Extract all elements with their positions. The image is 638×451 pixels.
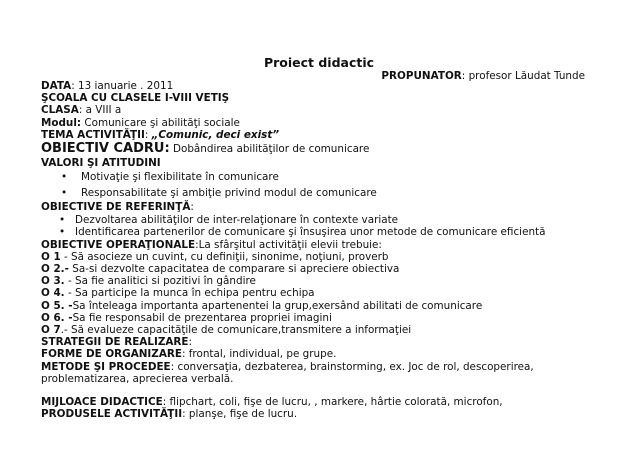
tema-label: TEMA ACTIVITĂŢII [41,128,145,141]
clasa-label: CLASA [41,104,79,117]
modul-line [41,117,601,129]
objective-text: - Să asocieze un cuvint, cu definiţii, sinonime, noţiuni, proverb [60,250,389,263]
metode-label: METODE ŞI PROCEDEE [41,360,171,373]
strategii-label: STRATEGII DE REALIZARE [41,336,189,349]
objective-text: - Sa fie analitici si pozitivi în gândire [64,275,256,288]
mijloace-value: : flipchart, coli, fişe de lucru, , markere, hârtie colorată, microfon, [162,396,503,409]
objective-text: Sa fie responsabil de prezentarea propriei imagini [72,311,332,324]
mijloace-line [41,396,601,408]
list-item: • Responsabilitate şi ambiţie privind modul de comunicare [41,185,601,201]
referinta-heading-line [41,201,601,213]
objective-text: - Sa participe la munca în echipa pentru echipa [64,287,315,300]
strategii-value: : [188,336,193,349]
spacer [41,385,601,396]
metode-line [41,361,601,385]
objective-o1 [41,251,601,263]
mijloace-label: MIJLOACE DIDACTICE [41,396,163,409]
objective-code: O 3. [41,275,65,288]
objective-code: O 4. [41,287,65,300]
tema-sep: : [144,128,152,141]
produsele-value: : planşe, fişe de lucru. [182,408,298,421]
data-value: : 13 ianuarie . 2011 [71,80,174,92]
objective-o6 [41,312,601,324]
referinta-list [41,214,601,239]
produsele-line [41,408,601,420]
modul-label: Modul: [41,116,82,129]
obiectiv-cadru-label: OBIECTIV CADRU: [41,141,170,157]
objective-code: O 2.- [41,263,69,276]
propunator-label: PROPUNATOR [381,70,462,82]
list-item: • Motivaţie şi flexibilitate în comunicare [41,169,601,185]
tema-value: „Comunic, deci exist” [151,128,280,141]
objective-code: O 6. - [41,311,73,324]
data-line [41,80,601,92]
clasa-value: : a VIII a [78,104,122,117]
objective-text: Sa înteleaga importanta apartenentei la grup,exersând abilitati de comunicare [72,299,483,312]
document-title: Proiect didactic [263,55,375,70]
valori-heading: VALORI ŞI ATITUDINI [41,157,161,170]
produsele-label: PRODUSELE ACTIVITĂŢII [41,408,183,421]
objective-o4 [41,287,601,299]
tema-line [41,129,601,141]
forme-line [41,348,601,360]
objective-o3 [41,275,601,287]
forme-value: : frontal, individual, pe grupe. [181,348,337,361]
objective-o5 [41,300,601,312]
objective-code: O 1 [41,250,61,263]
obiectiv-cadru-line [41,143,601,155]
metode-value: : conversaţia, dezbaterea, brainstorming, ex. Joc de rol, descoperirea, problematizarea, aprecierea verbală. [41,360,534,385]
list-item: • Dezvoltarea abilităţilor de inter-relaţionare în contexte variate [41,214,601,227]
operationale-line [41,239,601,251]
strategii-line [41,336,601,348]
document-body [41,80,601,420]
obiectiv-cadru-value: Dobândirea abilităţilor de comunicare [169,143,370,156]
clasa-line [41,104,601,116]
objective-code: O 7 [41,324,61,337]
objective-o7 [41,324,601,336]
list-item: • Identificarea partenerilor de comunicare şi însuşirea unor metode de comunicare eficientă [41,226,601,239]
objective-text: .- Să evalueze capacităţile de comunicare,transmitere a informaţiei [60,324,412,337]
modul-value: Comunicare şi abilităţi sociale [81,116,240,129]
valori-list [41,169,601,201]
forme-label: FORME DE ORGANIZARE [41,348,182,361]
objective-o2 [41,263,601,275]
operationale-label: OBIECTIVE OPERAŢIONALE [41,238,196,251]
objective-text: Sa-si dezvolte capacitatea de comparare si apreciere obiectiva [68,263,400,276]
school-name: ŞCOALA CU CLASELE I-VIII VETIŞ [41,92,230,105]
objective-code: O 5. - [41,299,73,312]
propunator-value: : profesor Lăudat Tunde [461,70,585,82]
referinta-sep: : [190,201,194,214]
operationale-value: :La sfârşitul activităţii elevii trebuie: [195,238,382,251]
data-label: DATA [41,80,72,92]
referinta-heading: OBIECTIVE DE REFERINŢĂ [41,201,191,214]
